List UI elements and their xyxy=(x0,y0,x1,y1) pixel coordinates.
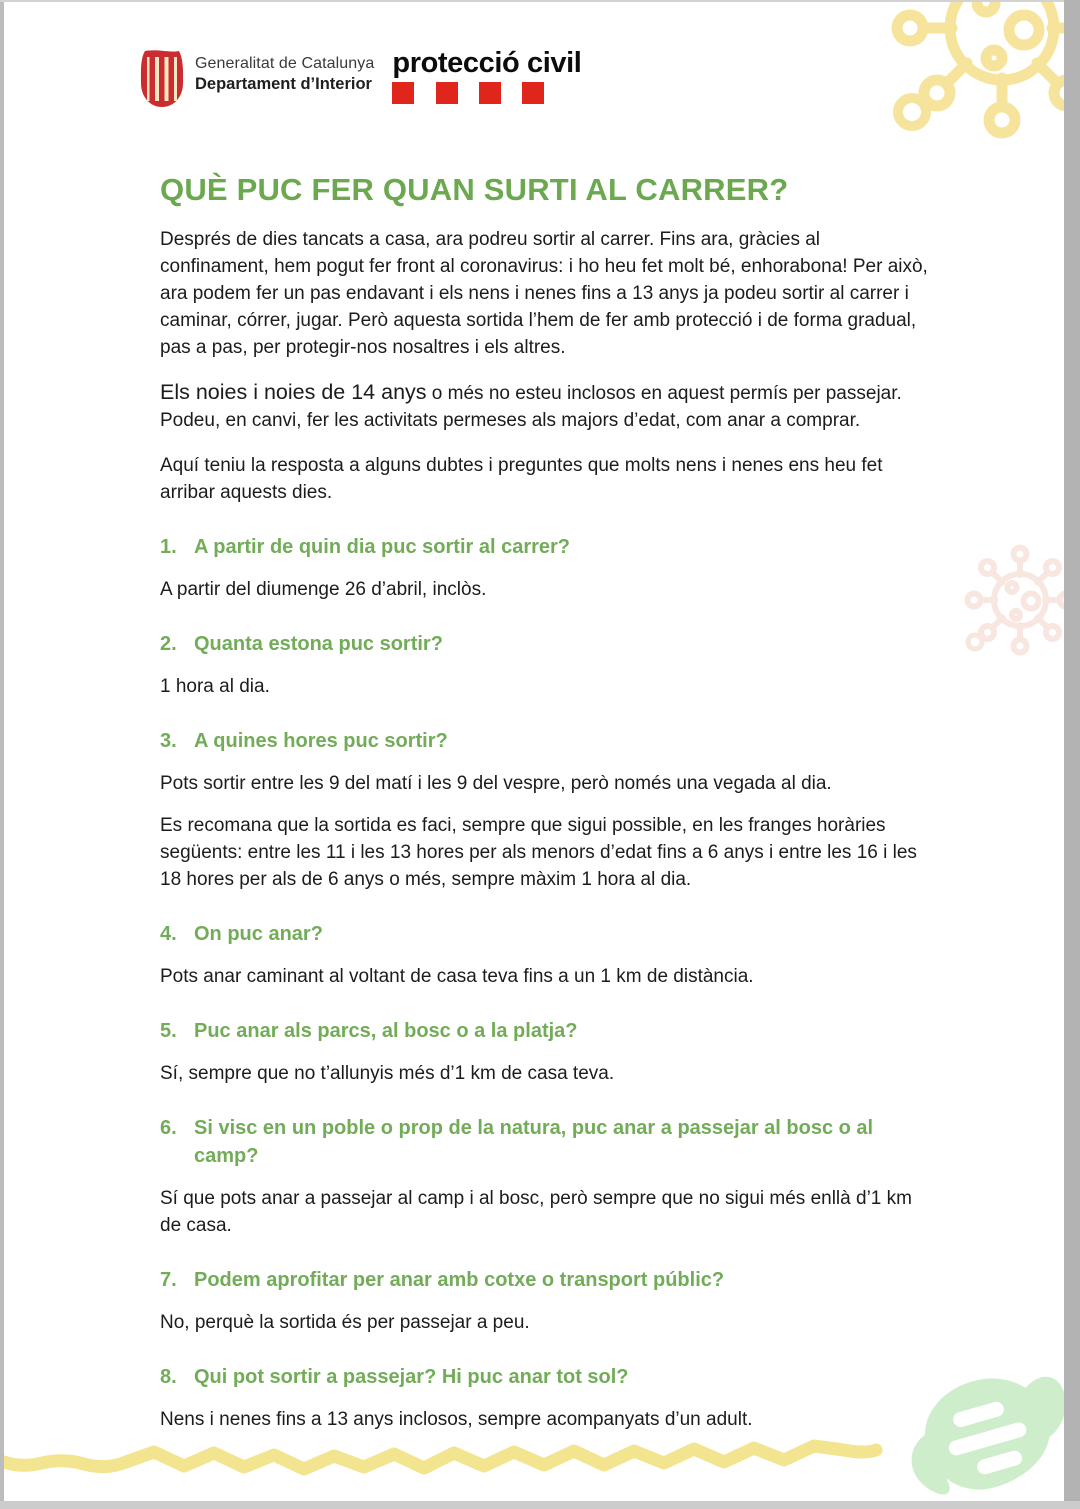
faq-question xyxy=(160,630,934,658)
answers xyxy=(160,673,934,700)
intro-paragraph-3: Aquí teniu la resposta a alguns dubtes i preguntes que molts nens i nenes ens heu fet arribar aquests dies. xyxy=(160,455,883,503)
answers xyxy=(160,1309,934,1336)
intro-paragraph-1: Després de dies tancats a casa, ara podreu sortir al carrer. Fins ara, gràcies al confinament, hem pogut fer front al coronavirus: i ho heu fet molt bé, enhorabona! Per això, ara podem fer un pas endavant i els nens i nenes fins a 13 anys ja podeu sortir al carrer i caminar, córrer, jugar. Però aquesta sortida l’hem de fer amb protecció i de forma gradual, pas a pas, per protegir-nos nosaltres i els altres. xyxy=(160,229,928,358)
answers xyxy=(160,963,934,990)
faq-item xyxy=(160,1363,934,1433)
answers xyxy=(160,1060,934,1087)
answer-text: Nens i nenes fins a 13 anys inclosos, sempre acompanyats d’un adult. xyxy=(160,1409,753,1430)
faq-question xyxy=(160,1363,934,1391)
viewer-edge-bottom xyxy=(0,1501,1080,1509)
faq-item xyxy=(160,533,934,603)
faq-item xyxy=(160,630,934,700)
answer-text: Pots anar caminant al voltant de casa teva fins a un 1 km de distància. xyxy=(160,966,754,987)
gov-department: Departament d’Interior xyxy=(195,75,372,93)
faq-question xyxy=(160,1266,934,1294)
generalitat-logo-text xyxy=(195,48,374,95)
faq-question xyxy=(160,920,934,948)
answers xyxy=(160,1406,934,1433)
generalitat-senyera-icon xyxy=(140,50,184,108)
red-square xyxy=(392,82,414,104)
question-text: Podem aprofitar per anar amb cotxe o transport públic? xyxy=(194,1269,725,1291)
faq-list xyxy=(160,533,934,1433)
red-square xyxy=(479,82,501,104)
question-number: 6. xyxy=(160,1117,177,1139)
answer-text: Es recomana que la sortida es faci, sempre que sigui possible, en les franges horàries següents: entre les 11 i les 13 hores per als menors d’edat fins a 6 anys i entre les 16 i les 18 hores per als de 6 anys o més, sempre màxim 1 hora al dia. xyxy=(160,815,917,890)
faq-item xyxy=(160,1266,934,1336)
question-text: A partir de quin dia puc sortir al carrer? xyxy=(194,536,571,558)
question-number: 2. xyxy=(160,633,177,655)
faq-item xyxy=(160,1114,934,1239)
faq-item xyxy=(160,727,934,893)
red-square xyxy=(436,82,458,104)
faq-question xyxy=(160,1114,934,1170)
document-body xyxy=(4,172,1064,1433)
answer-text: Sí, sempre que no t’allunyis més d’1 km de casa teva. xyxy=(160,1063,615,1084)
answer-text: A partir del diumenge 26 d’abril, inclòs. xyxy=(160,579,487,600)
question-text: On puc anar? xyxy=(194,923,323,945)
answer-text: Sí que pots anar a passejar al camp i al bosc, però sempre que no sigui més enllà d’1 km de casa. xyxy=(160,1188,912,1236)
answer-text: Pots sortir entre les 9 del matí i les 9 del vespre, però només una vegada al dia. xyxy=(160,773,832,794)
question-text: Puc anar als parcs, al bosc o a la platja? xyxy=(194,1020,578,1042)
proteccio-civil-wordmark: protecció civil xyxy=(392,47,582,79)
answers xyxy=(160,1185,934,1239)
intro-paragraph-2 xyxy=(160,379,934,434)
proteccio-civil-squares xyxy=(392,82,544,104)
intro-paragraph-2-rest: o més no esteu inclosos en aquest permís per passejar. Podeu, en canvi, fer les activitats permeses als majors d’edat, com anar a comprar. xyxy=(160,383,902,431)
gov-name: Generalitat de Catalunya xyxy=(195,55,375,72)
proteccio-civil-logo xyxy=(392,48,581,104)
question-text: Quanta estona puc sortir? xyxy=(194,633,443,655)
answers xyxy=(160,770,934,893)
red-square xyxy=(522,82,544,104)
intro-paragraph-2-lead: Els noies i noies de 14 anys xyxy=(160,380,427,404)
question-text: Si visc en un poble o prop de la natura, puc anar a passejar al bosc o al camp? xyxy=(194,1117,874,1167)
question-number: 4. xyxy=(160,923,177,945)
faq-question xyxy=(160,1017,934,1045)
generalitat-logo xyxy=(140,48,374,108)
page-title: QUÈ PUC FER QUAN SURTI AL CARRER? xyxy=(160,172,789,207)
answer-text: 1 hora al dia. xyxy=(160,676,270,697)
question-number: 7. xyxy=(160,1269,177,1291)
question-number: 1. xyxy=(160,536,177,558)
document-page xyxy=(4,2,1064,1501)
viewer-edge-right xyxy=(1064,0,1080,1509)
question-number: 5. xyxy=(160,1020,177,1042)
question-number: 3. xyxy=(160,730,177,752)
question-number: 8. xyxy=(160,1366,177,1388)
question-text: Qui pot sortir a passejar? Hi puc anar tot sol? xyxy=(194,1366,629,1388)
question-text: A quines hores puc sortir? xyxy=(194,730,448,752)
document-header xyxy=(4,2,1064,108)
faq-question xyxy=(160,727,934,755)
faq-question xyxy=(160,533,934,561)
answers xyxy=(160,576,934,603)
answer-text: No, perquè la sortida és per passejar a peu. xyxy=(160,1312,530,1333)
faq-item xyxy=(160,1017,934,1087)
faq-item xyxy=(160,920,934,990)
